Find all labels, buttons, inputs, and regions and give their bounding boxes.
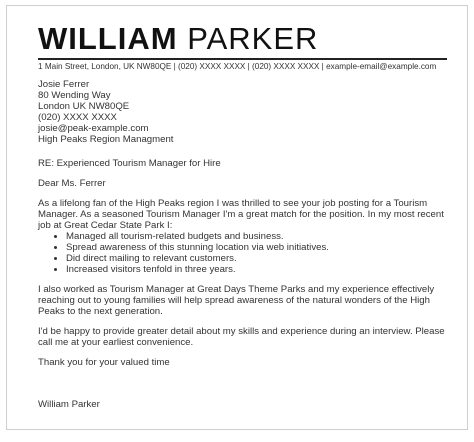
applicant-contact-line: 1 Main Street, London, UK NW80QE | (020) XXXX XXXX | (020) XXXX XXXX | example-email@example.com bbox=[38, 62, 437, 71]
list-item: • Increased visitors tenfold in three years. bbox=[66, 264, 450, 275]
letter-signature: William Parker bbox=[38, 399, 100, 410]
recipient-city: London UK NW80QE bbox=[38, 101, 130, 112]
letter-paragraph-1: As a lifelong fan of the High Peaks region I was thrilled to see your job posting for a Tourism Manager. As a seasoned Tourism Manager I'm a great match for the position. In my most recent job at Great Cedar State Park I: bbox=[38, 198, 444, 231]
letter-paragraph-3: I'd be happy to provide greater detail about my skills and experience during an interview. Please call me at your earliest convenience. bbox=[38, 326, 445, 348]
letter-closing: Thank you for your valued time bbox=[38, 357, 170, 368]
recipient-name: Josie Ferrer bbox=[38, 79, 90, 90]
recipient-street: 80 Wending Way bbox=[38, 90, 111, 101]
applicant-name bbox=[38, 22, 318, 56]
list-item: • Spread awareness of this stunning location via web initiatives. bbox=[66, 242, 450, 253]
applicant-first-name: WILLIAM bbox=[38, 21, 178, 56]
recipient-email: josie@peak-example.com bbox=[38, 123, 149, 134]
list-item: • Did direct mailing to relevant customers. bbox=[66, 253, 450, 264]
letter-header bbox=[38, 22, 318, 56]
cover-letter-page bbox=[6, 5, 468, 430]
letter-salutation: Dear Ms. Ferrer bbox=[38, 178, 106, 189]
applicant-last-name: PARKER bbox=[187, 21, 319, 56]
letter-body bbox=[38, 79, 450, 410]
letter-subject: RE: Experienced Tourism Manager for Hire bbox=[38, 158, 221, 169]
recipient-address bbox=[38, 79, 450, 145]
list-item: • Managed all tourism-related budgets and business. bbox=[66, 231, 450, 242]
header-divider bbox=[38, 58, 447, 60]
achievements-list bbox=[38, 231, 450, 275]
recipient-phone: (020) XXXX XXXX bbox=[38, 112, 117, 123]
recipient-company: High Peaks Region Managment bbox=[38, 134, 174, 145]
letter-paragraph-2: I also worked as Tourism Manager at Great Days Theme Parks and my experience effectively reaching out to young families will help spread awareness of the natural wonders of the High Peaks to the next generation. bbox=[38, 284, 435, 317]
